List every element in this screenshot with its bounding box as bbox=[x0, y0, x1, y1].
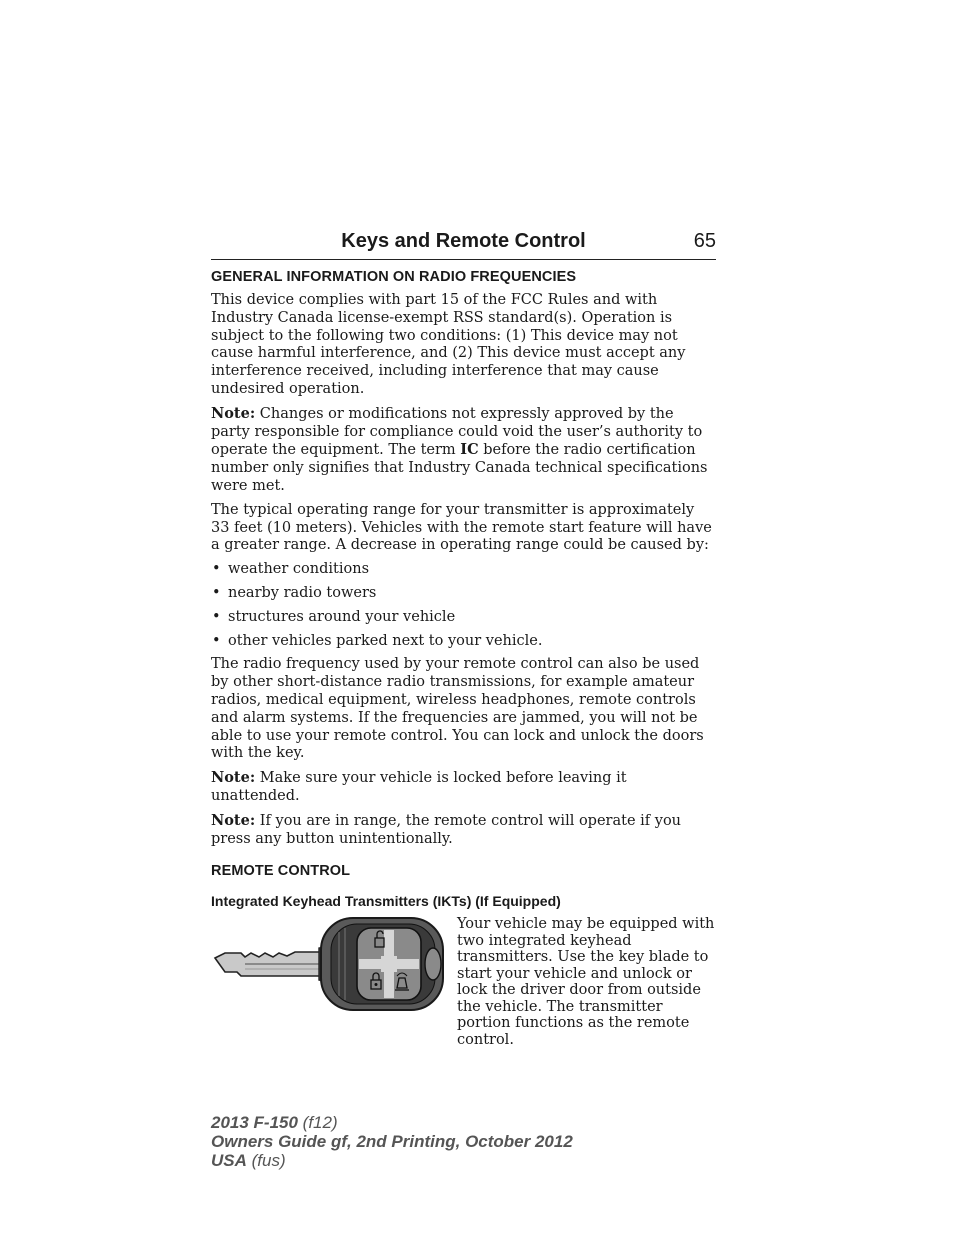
list-item: • other vehicles parked next to your vehicle. bbox=[211, 633, 716, 651]
note-modifications bbox=[211, 405, 716, 496]
paragraph-fcc: This device complies with part 15 of the FCC Rules and with Industry Canada license-exempt RSS standard(s). Operation is subject to the following two conditions: (1) This device may not cause harmful interference, and (2) This device must accept any interference received, including interference that may cause undesired operation. bbox=[211, 292, 686, 397]
footer-edition: Owners Guide gf, 2nd Printing, October 2012 bbox=[211, 1132, 573, 1151]
section-heading-remote: REMOTE CONTROL bbox=[211, 863, 351, 880]
footer-model-code: (f12) bbox=[297, 1113, 338, 1132]
footer-line-market bbox=[211, 1151, 573, 1170]
note-text: Make sure your vehicle is locked before leaving it unattended. bbox=[211, 770, 627, 804]
note-term: IC bbox=[460, 441, 479, 459]
page-footer bbox=[211, 1113, 573, 1170]
range-factors-list bbox=[211, 561, 716, 650]
note-label: Note: bbox=[211, 811, 256, 829]
footer-line-model bbox=[211, 1113, 573, 1132]
footer-market-code: (fus) bbox=[246, 1151, 286, 1170]
footer-market: USA bbox=[211, 1151, 247, 1170]
note-range bbox=[211, 812, 716, 849]
note-label: Note: bbox=[211, 404, 256, 422]
chapter-title: Keys and Remote Control bbox=[341, 230, 586, 252]
section-heading-radio: GENERAL INFORMATION ON RADIO FREQUENCIES bbox=[211, 269, 577, 285]
key-fob-illustration bbox=[211, 916, 447, 1012]
page-content bbox=[211, 226, 716, 1048]
note-text: Changes or modifications not expressly approved by the party responsible for compliance could void the user’s authority to operate the equipment. The term bbox=[211, 405, 703, 459]
note-text: If you are in range, the remote control will operate if you press any button unintentionally. bbox=[211, 812, 682, 847]
page-header bbox=[211, 226, 716, 260]
paragraph-range: The typical operating range for your transmitter is approximately 33 feet (10 meters). Vehicles with the remote start feature will have a greater range. A decrease in operating range could be caused by: bbox=[211, 501, 712, 554]
paragraph-frequency: The radio frequency used by your remote control can also be used by other short-distance radio transmissions, for example amateur radios, medical equipment, wireless headphones, remote controls and alarm systems. If the frequencies are jammed, you will not be able to use your remote control. You can lock and unlock the doors with the key. bbox=[211, 656, 704, 762]
ikt-description: Your vehicle may be equipped with two integrated keyhead transmitters. Use the key blade to start your vehicle and unlock or lock the driver door from outside the vehicle. The transmitter portion functions as the remote control. bbox=[457, 916, 715, 1048]
ikt-section bbox=[211, 916, 716, 1048]
subsection-heading-ikt: Integrated Keyhead Transmitters (IKTs) (If Equipped) bbox=[211, 893, 561, 910]
note-text: before the radio certification number only signifies that Industry Canada technical specifications were met. bbox=[211, 442, 708, 494]
list-item: • weather conditions bbox=[211, 561, 716, 579]
note-locked bbox=[211, 769, 716, 806]
page-number: 65 bbox=[693, 230, 716, 252]
list-item: • structures around your vehicle bbox=[211, 609, 716, 627]
note-label: Note: bbox=[211, 769, 256, 787]
list-item: • nearby radio towers bbox=[211, 585, 716, 603]
footer-model: 2013 F-150 bbox=[211, 1113, 298, 1132]
